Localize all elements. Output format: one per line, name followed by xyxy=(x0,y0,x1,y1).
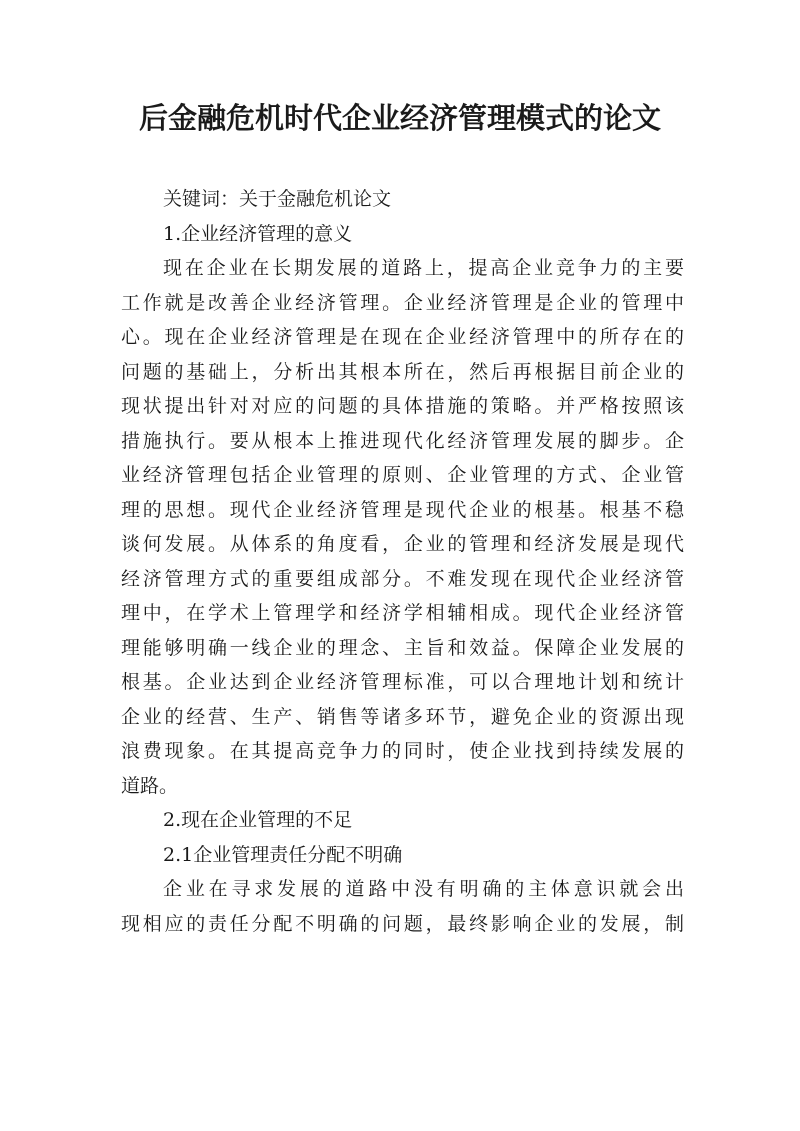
paragraph-line: 道路。 xyxy=(121,774,179,797)
paragraph-line: 企业的经营、生产、销售等诸多环节，避免企业的资源出现 xyxy=(121,705,684,728)
paragraph-line: 措施执行。要从根本上推进现代化经济管理发展的脚步。企 xyxy=(121,429,684,452)
section-1-paragraph xyxy=(121,251,684,803)
document-body xyxy=(121,182,684,941)
paragraph-line: 工作就是改善企业经济管理。企业经济管理是企业的管理中 xyxy=(121,291,684,314)
paragraph-line: 现状提出针对对应的问题的具体措施的策略。并严格按照该 xyxy=(121,395,684,417)
paragraph-line: 业经济管理包括企业管理的原则、企业管理的方式、企业管 xyxy=(121,464,684,486)
paragraph-line: 理的思想。现代企业经济管理是现代企业的根基。根基不稳 xyxy=(121,498,684,521)
paragraph-line: 根基。企业达到企业经济管理标准，可以合理地计划和统计 xyxy=(121,671,684,693)
paragraph-line: 问题的基础上，分析出其根本所在，然后再根据目前企业的 xyxy=(121,360,684,383)
paragraph-line: 理能够明确一线企业的理念、主旨和效益。保障企业发展的 xyxy=(121,636,684,659)
paragraph-line: 现相应的责任分配不明确的问题，最终影响企业的发展，制 xyxy=(121,912,684,935)
document-title: 后金融危机时代企业经济管理模式的论文 xyxy=(138,101,661,135)
paragraph-line: 经济管理方式的重要组成部分。不难发现在现代企业经济管 xyxy=(121,567,684,590)
paragraph-line: 企业在寻求发展的道路中没有明确的主体意识就会出 xyxy=(163,878,684,900)
paragraph-line: 心。现在企业经济管理是在现在企业经济管理中的所存在的 xyxy=(121,326,684,348)
section-2-1-heading: 2.1企业管理责任分配不明确 xyxy=(163,843,403,866)
section-2-1-paragraph xyxy=(121,872,684,941)
section-1-heading: 1.企业经济管理的意义 xyxy=(163,222,353,245)
paragraph-line: 理中，在学术上管理学和经济学相辅相成。现代企业经济管 xyxy=(121,602,684,624)
keywords-line: 关键词：关于金融危机论文 xyxy=(163,188,392,210)
section-2-heading: 2.现在企业管理的不足 xyxy=(163,809,353,831)
paragraph-line: 浪费现象。在其提高竞争力的同时，使企业找到持续发展的 xyxy=(121,740,684,762)
paragraph-line: 现在企业在长期发展的道路上，提高企业竞争力的主要 xyxy=(163,257,684,279)
paragraph-line: 谈何发展。从体系的角度看，企业的管理和经济发展是现代 xyxy=(121,533,684,555)
